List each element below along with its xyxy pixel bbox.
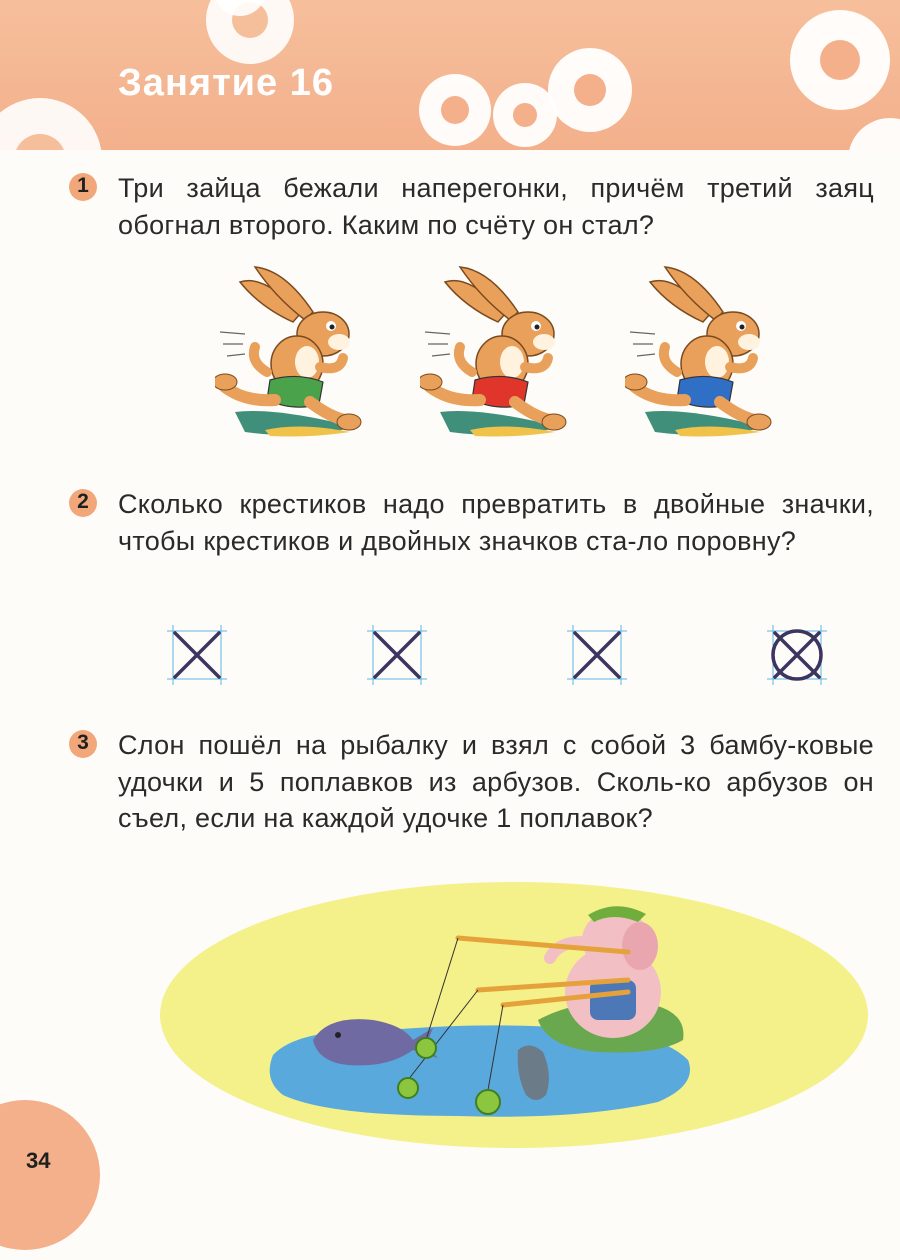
cross-mark [567, 625, 627, 685]
task-number-badge [66, 170, 100, 204]
task-number: 3 [77, 731, 89, 754]
gear-decoration-icon [535, 35, 645, 145]
task-text: Три зайца бежали наперегонки, причём третий заяц обогнал второго. Каким по счёту он стал? [118, 173, 874, 240]
gear-decoration-icon [200, 0, 280, 30]
double-mark [767, 625, 827, 685]
page-number: 34 [26, 1148, 51, 1173]
hare-illustration [420, 262, 570, 447]
gear-decoration-icon [835, 105, 900, 150]
lesson-title: Занятие 16 [118, 62, 334, 104]
cross-mark [367, 625, 427, 685]
gear-decoration-icon [0, 80, 120, 150]
hare-illustration [215, 262, 365, 447]
task-number: 2 [77, 490, 89, 513]
lesson-header [0, 0, 900, 150]
elephant-fishing-illustration [158, 880, 870, 1150]
task-number-badge [66, 727, 100, 761]
cross-mark [167, 625, 227, 685]
task-text: Сколько крестиков надо превратить в двойные значки, чтобы крестиков и двойных значков ста-ло поровну? [118, 489, 874, 556]
task-number-badge [66, 486, 100, 520]
task-text: Слон пошёл на рыбалку и взял с собой 3 бамбу-ковые удочки и 5 поплавков из арбузов. Сколь-ко арбузов он съел, если на каждой удочке 1 поплавок? [118, 730, 874, 833]
gear-decoration-icon [0, 1090, 110, 1260]
hare-illustration [625, 262, 775, 447]
task-number: 1 [77, 174, 89, 197]
